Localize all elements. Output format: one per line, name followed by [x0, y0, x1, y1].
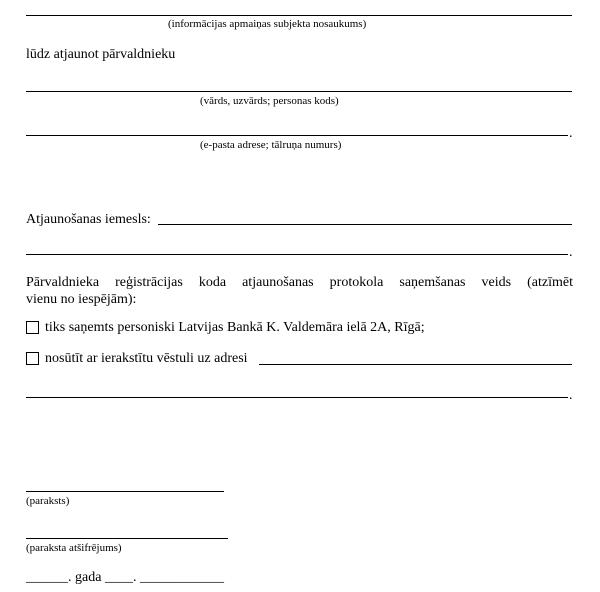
date-month-blank[interactable]: ____________ — [139, 570, 224, 585]
date-day-blank[interactable]: ____ — [104, 570, 133, 585]
mail-address-line-1[interactable] — [259, 364, 572, 365]
option-mail-label: nosūtīt ar ierakstītu vēstuli uz adresi — [45, 351, 248, 366]
signature-line[interactable] — [26, 491, 224, 492]
signature-decode-line[interactable] — [26, 538, 228, 539]
reason-line-1[interactable] — [158, 224, 572, 225]
receipt-method-heading-line-1: Pārvaldnieka reģistrācijas koda atjaunošanas protokola saņemšanas veids (atzīmēt — [26, 275, 573, 290]
mail-address-period: . — [569, 388, 573, 403]
date-year-word: . gada — [68, 570, 102, 585]
subject-name-caption: (informācijas apmaiņas subjekta nosaukums) — [168, 18, 367, 30]
option-in-person-checkbox[interactable] — [26, 321, 39, 334]
signature-decode-caption: (paraksta atšifrējums) — [26, 542, 122, 554]
reason-line-period: . — [569, 245, 573, 260]
date-day-dot: . — [132, 570, 137, 585]
administrator-name-caption: (vārds, uzvārds; personas kods) — [200, 95, 339, 107]
administrator-name-line[interactable] — [26, 91, 572, 92]
request-text: lūdz atjaunot pārvaldnieku — [26, 47, 176, 62]
reason-label: Atjaunošanas iemesls: — [26, 212, 151, 227]
option-mail-checkbox[interactable] — [26, 352, 39, 365]
option-in-person-label: tiks saņemts personiski Latvijas Bankā K. Valdemāra ielā 2A, Rīgā; — [45, 320, 425, 335]
signature-caption: (paraksts) — [26, 495, 70, 507]
date-year-blank[interactable]: ______ — [26, 570, 68, 585]
contact-line-period: . — [569, 126, 573, 141]
receipt-method-heading-line-2: vienu no iespējām): — [26, 292, 137, 307]
date-row — [26, 569, 224, 586]
reason-line-2[interactable] — [26, 254, 568, 255]
contact-line[interactable] — [26, 135, 568, 136]
mail-address-line-2[interactable] — [26, 397, 568, 398]
subject-name-line[interactable] — [26, 15, 572, 16]
contact-caption: (e-pasta adrese; tālruņa numurs) — [200, 139, 342, 151]
